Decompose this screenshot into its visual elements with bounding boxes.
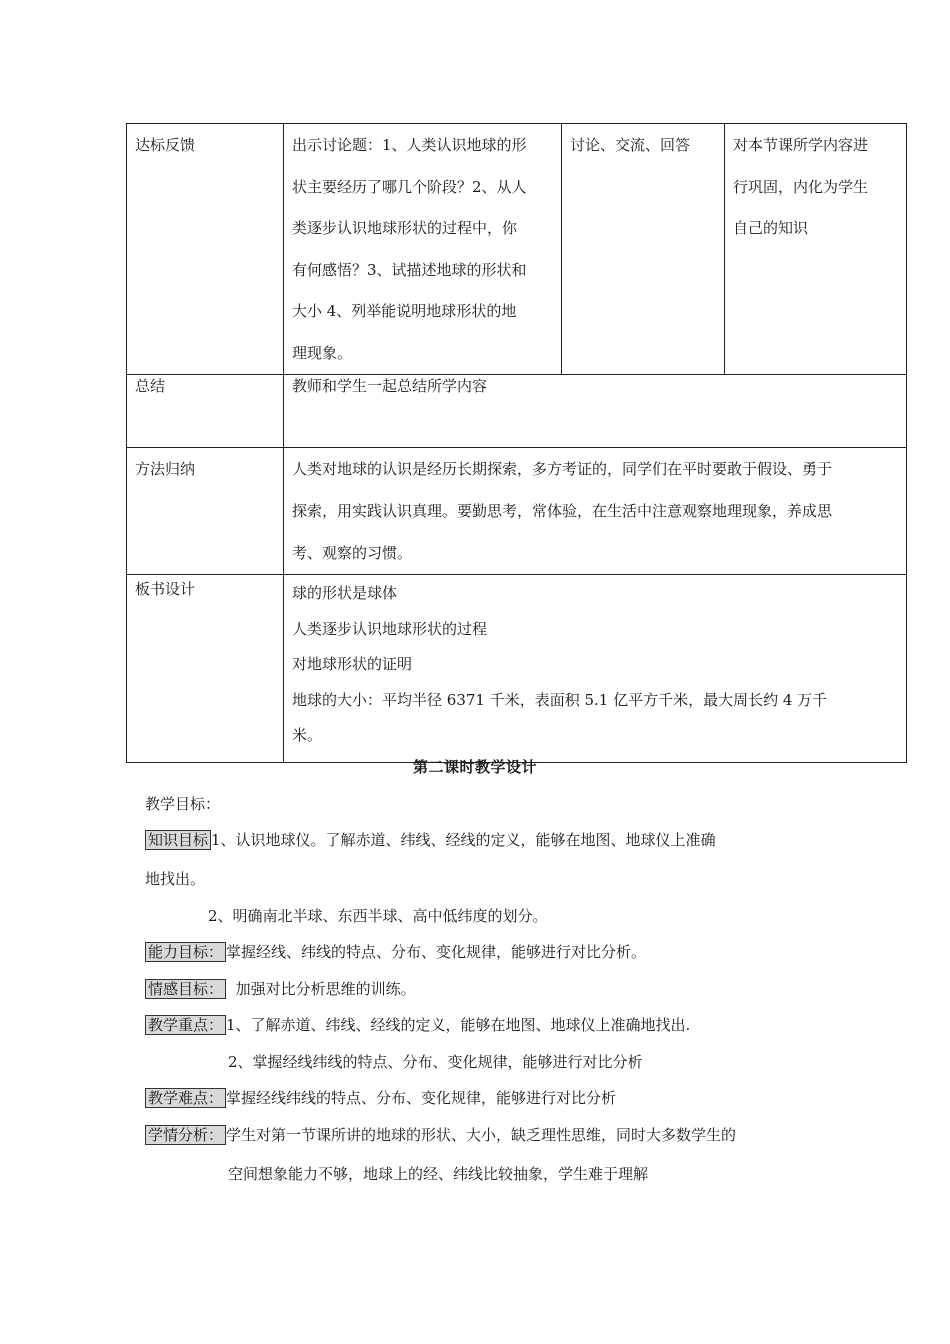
intent-line: 行巩固，内化为学生: [733, 177, 869, 196]
row-intent: [725, 124, 907, 375]
analysis-tag: 学情分析：: [145, 1125, 226, 1145]
goals-heading: 教学目标：: [145, 795, 221, 813]
ability-goal-line: [145, 941, 646, 962]
content-line: 出示讨论题：1、人类认识地球的形: [292, 136, 527, 154]
table-row: [127, 448, 907, 575]
table-row: [127, 124, 907, 375]
row-activity: 讨论、交流、回答: [562, 124, 725, 375]
content-line: 地球的大小：平均半径 6371 千米，表面积 5.1 亿平方千米，最大周长约 4 万千: [292, 690, 828, 709]
table-row: [127, 375, 907, 448]
row-label: 达标反馈: [127, 124, 284, 375]
knowledge-goal-line-2: 地找出。: [145, 870, 206, 888]
row-content: [284, 575, 907, 763]
table-row: [127, 575, 907, 763]
content-line: 探索，用实践认识真理。要勤思考，常体验，在生活中注意观察地理现象，养成思: [292, 502, 833, 520]
analysis-line-2: 空间想象能力不够，地球上的经、纬线比较抽象，学生难于理解: [228, 1165, 649, 1183]
content-line: 米。: [292, 726, 323, 744]
content-line: 有何感悟？3、试描述地球的形状和: [292, 260, 527, 279]
content-line: 大小 4、列举能说明地球形状的地: [292, 302, 517, 320]
analysis-text: 学生对第一节课所讲的地球的形状、大小，缺乏理性思维，同时大多数学生的: [226, 1126, 737, 1144]
knowledge-goal-text: 1、认识地球仪。了解赤道、纬线、经线的定义，能够在地图、地球仪上准确: [211, 831, 716, 849]
analysis-line: [145, 1124, 736, 1145]
difficulty-text: 掌握经线纬线的特点、分布、变化规律，能够进行对比分析: [226, 1089, 617, 1107]
key-point-tag: 教学重点：: [145, 1015, 226, 1035]
content-line: 球的形状是球体: [292, 584, 398, 602]
lesson-table: [126, 123, 907, 763]
row-label: 板书设计: [127, 575, 284, 763]
emotion-goal-text: 加强对比分析思维的训练。: [235, 980, 416, 998]
knowledge-goal-line-3: 2、明确南北半球、东西半球、高中低纬度的划分。: [208, 907, 548, 925]
content-line: 人类逐步认识地球形状的过程: [292, 619, 488, 638]
knowledge-goal-line: [145, 829, 716, 850]
knowledge-goal-tag: 知识目标: [145, 830, 211, 850]
ability-goal-tag: 能力目标：: [145, 942, 226, 962]
ability-goal-text: 掌握经线、纬线的特点、分布、变化规律，能够进行对比分析。: [226, 943, 647, 961]
intent-line: 对本节课所学内容进: [733, 136, 869, 154]
row-label: 方法归纳: [127, 448, 284, 575]
row-content: [284, 124, 562, 375]
content-line: 状主要经历了哪几个阶段？2、从人: [292, 177, 527, 196]
content-line: 对地球形状的证明: [292, 655, 413, 673]
emotion-goal-line: [145, 978, 416, 999]
key-point-line: [145, 1014, 690, 1035]
row-label: 总结: [127, 375, 284, 448]
row-content: 教师和学生一起总结所学内容: [284, 375, 907, 448]
difficulty-line: [145, 1087, 616, 1108]
row-content: [284, 448, 907, 575]
intent-line: 自己的知识: [733, 219, 809, 237]
content-line: 考、观察的习惯。: [292, 544, 413, 562]
key-point-text: 1、了解赤道、纬线、经线的定义，能够在地图、地球仪上准确地找出.: [226, 1016, 691, 1034]
difficulty-tag: 教学难点：: [145, 1088, 226, 1108]
section-title: 第二课时教学设计: [412, 758, 537, 776]
emotion-goal-tag: 情感目标：: [145, 979, 226, 999]
content-line: 人类对地球的认识是经历长期探索，多方考证的，同学们在平时要敢于假设、勇于: [292, 460, 833, 478]
key-point-line-2: 2、掌握经线纬线的特点、分布、变化规律，能够进行对比分析: [228, 1053, 643, 1071]
content-line: 理现象。: [292, 343, 353, 362]
content-line: 类逐步认识地球形状的过程中，你: [292, 219, 518, 237]
